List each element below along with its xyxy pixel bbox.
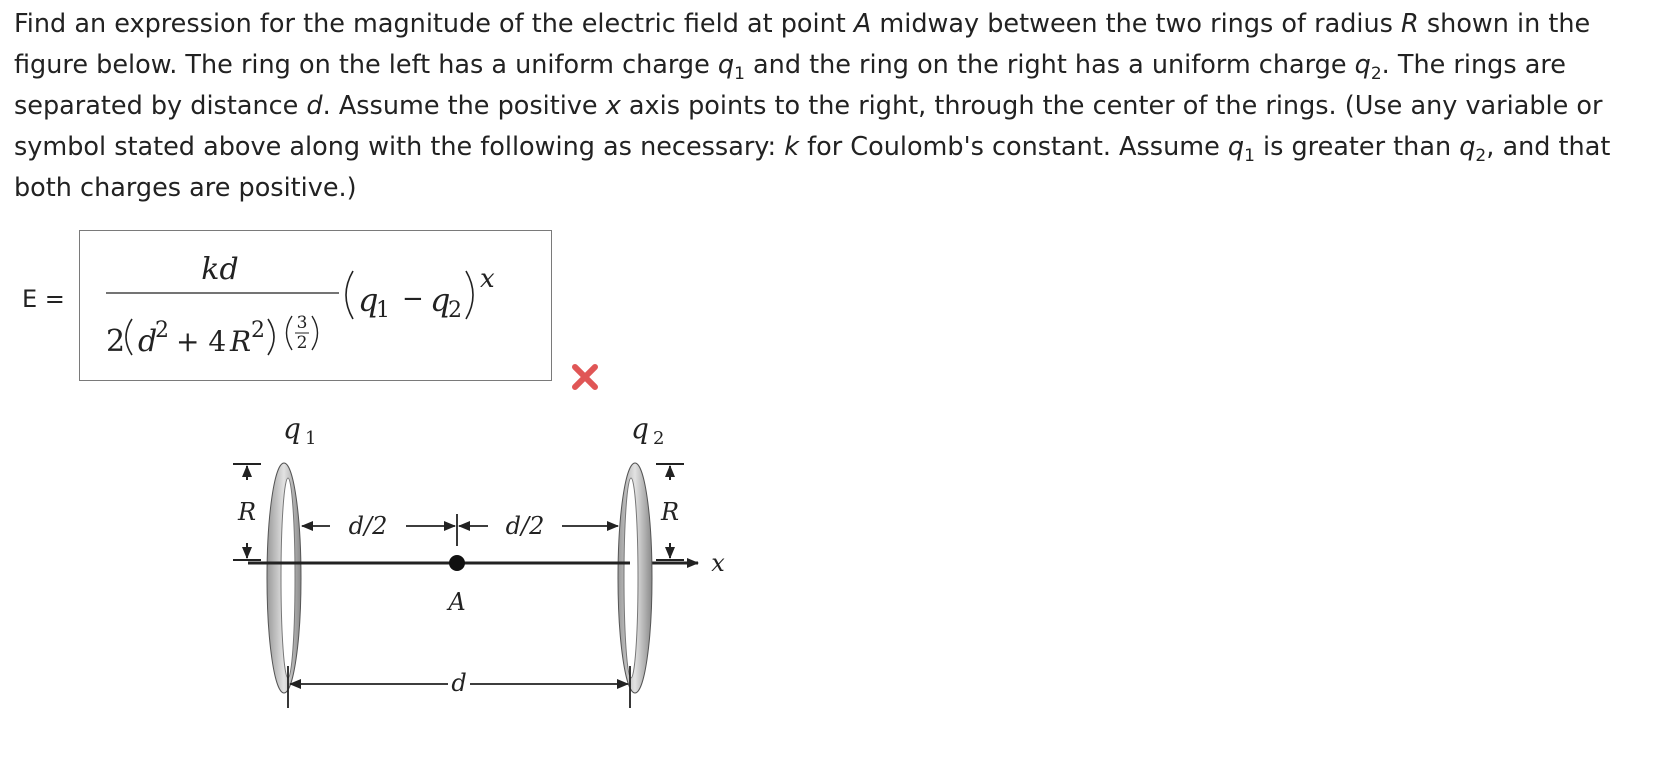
answer-label: E = (22, 285, 65, 313)
question-part: . The rings are separated by distance (14, 50, 1566, 121)
right-radius-label: R (660, 498, 680, 526)
variable-R: R (1401, 9, 1419, 39)
question-part: axis points to the right, through the center of the rings. (Use any variable or symbol stated above along with the following as necessary: (14, 91, 1603, 162)
point-A-label: A (448, 588, 466, 616)
question-part: is greater than (1254, 132, 1460, 162)
q1-label-sub: 1 (305, 428, 317, 449)
variable-q1: q (1227, 132, 1245, 162)
variable-d: d (306, 91, 323, 121)
left-paren (346, 271, 353, 319)
left-paren (287, 316, 293, 350)
rings-figure (230, 408, 750, 728)
exp-den: 2 (296, 333, 308, 353)
q2-label-sub: 2 (653, 428, 665, 449)
right-paren (268, 319, 274, 355)
den-d: d (138, 324, 158, 359)
den-coef: 2 (106, 324, 126, 359)
right-ring (618, 463, 652, 693)
left-ring (267, 463, 301, 693)
den-R-exp: 2 (251, 318, 265, 343)
question-part: , and that both charges are positive.) (14, 132, 1611, 203)
den-R: R (230, 325, 252, 358)
exp-num: 3 (296, 313, 308, 333)
q2: q (430, 281, 451, 319)
q1-sub: 1 (376, 298, 390, 323)
question-text (14, 4, 1654, 209)
left-radius-label: R (237, 498, 257, 526)
variable-q1: q (717, 50, 735, 80)
x-axis-label: x (711, 549, 725, 577)
den-d-exp: 2 (155, 318, 169, 343)
variable-x: x (605, 91, 621, 121)
x-variable: x (480, 264, 495, 294)
distance-label: d (451, 669, 467, 697)
variable-q2: q (1459, 132, 1476, 162)
variable-q2: q (1354, 50, 1371, 80)
question-part: midway between the two rings of radius (871, 9, 1402, 39)
subscript: 1 (1244, 146, 1255, 166)
incorrect-x-mark-icon (570, 362, 600, 392)
half-distance-left-label: d/2 (348, 512, 388, 540)
right-paren (466, 271, 473, 319)
minus: − (402, 284, 424, 314)
question-part: . Assume the positive (322, 91, 606, 121)
subscript: 2 (1370, 64, 1382, 84)
q2-label: q (631, 412, 649, 445)
question-part: and the ring on the right has a uniform charge (744, 50, 1355, 80)
variable-k: k (784, 132, 800, 162)
question-part: shown in the figure below. The ring on the left has a uniform charge (14, 9, 1591, 80)
q1: q (358, 281, 379, 319)
answer-math (80, 231, 553, 382)
question-part: for Coulomb's constant. Assume (799, 132, 1228, 162)
right-paren (312, 316, 318, 350)
point-A-dot (449, 555, 465, 571)
question-part: Find an expression for the magnitude of the electric field at point (14, 9, 854, 39)
q2-sub: 2 (448, 298, 462, 323)
q1-label: q (283, 412, 301, 445)
answer-input[interactable] (79, 230, 552, 381)
left-paren (126, 319, 132, 355)
den-plus: + 4 (176, 325, 227, 358)
subscript: 2 (1475, 146, 1487, 166)
half-distance-right-label: d/2 (505, 512, 545, 540)
variable-A: A (853, 9, 872, 39)
subscript: 1 (734, 64, 745, 84)
numerator: kd (201, 252, 239, 287)
